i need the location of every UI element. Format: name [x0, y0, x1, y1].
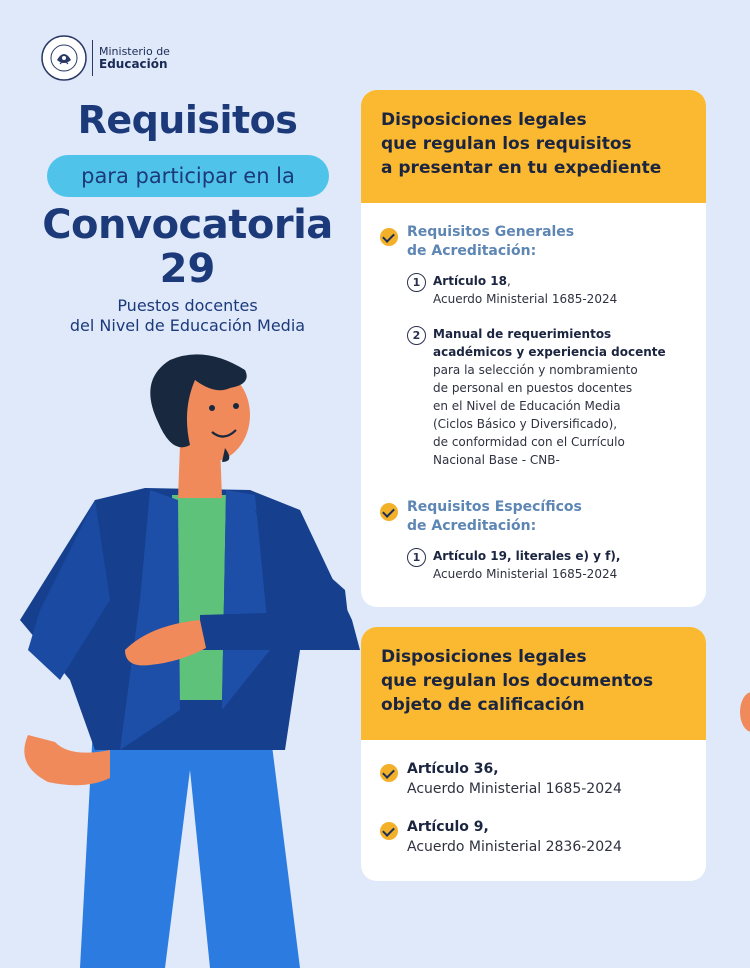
general-item-2-line7: de conformidad con el Currículo — [433, 435, 625, 449]
general-item-1-line2: Acuerdo Ministerial 1685-2024 — [433, 292, 618, 306]
check-icon — [380, 503, 398, 521]
general-title-line2: de Acreditación: — [407, 243, 537, 259]
card1-header-line2: que regulan los requisitos — [381, 134, 632, 154]
positions-subtitle — [0, 296, 375, 336]
grading-item-1 — [407, 759, 622, 799]
grading-item-1-bold: Artículo 36, — [407, 761, 499, 777]
logo-line2: Educación — [99, 57, 168, 71]
general-item-1-comma: , — [506, 274, 511, 288]
number-badge: 1 — [407, 548, 426, 567]
general-item-2-line3: para la selección y nombramiento — [433, 363, 638, 377]
decorative-shape — [740, 692, 750, 732]
grading-item-2-bold: Artículo 9, — [407, 819, 489, 835]
subtitle-pill: para participar en la — [47, 155, 329, 197]
check-icon — [380, 764, 398, 782]
logo-line1: Ministerio de — [99, 45, 170, 58]
shirt — [172, 495, 226, 700]
positions-line2: del Nivel de Educación Media — [69, 316, 306, 335]
requirements-card — [361, 90, 706, 607]
card2-header-line1: Disposiciones legales — [381, 647, 587, 667]
convocatoria-heading: Convocatoria — [42, 202, 333, 248]
grading-item-2-line2: Acuerdo Ministerial 2836-2024 — [407, 839, 622, 855]
general-item-2-line6: (Ciclos Básico y Diversificado), — [433, 417, 618, 431]
page-title: Requisitos — [77, 98, 298, 142]
logo-divider — [92, 40, 93, 76]
eye-right — [233, 403, 239, 409]
general-item-1 — [433, 272, 617, 308]
grading-item-2 — [407, 817, 622, 857]
logo-text — [99, 46, 170, 70]
number-badge: 1 — [407, 273, 426, 292]
card1-header-line3: a presentar en tu expediente — [381, 158, 662, 178]
general-item-2-line4: de personal en puestos docentes — [433, 381, 633, 395]
general-item-2 — [433, 325, 666, 469]
eye-left — [209, 405, 215, 411]
card2-header-line3: objeto de calificación — [381, 695, 585, 715]
grading-item-1-line2: Acuerdo Ministerial 1685-2024 — [407, 781, 622, 797]
specific-item-1-bold: Artículo 19, literales e) y f), — [433, 549, 621, 563]
specific-title-line1: Requisitos Específicos — [407, 499, 582, 515]
general-item-2-bold2: académicos y experiencia docente — [433, 345, 666, 359]
card2-header-line2: que regulan los documentos — [381, 671, 654, 691]
guatemala-seal-icon — [40, 34, 88, 82]
number-badge: 2 — [407, 326, 426, 345]
card1-header-line1: Disposiciones legales — [381, 110, 587, 130]
grading-documents-card — [361, 627, 706, 881]
general-item-2-line5: en el Nivel de Educación Media — [433, 399, 621, 413]
teacher-illustration — [0, 350, 380, 968]
specific-item-1 — [433, 547, 620, 583]
specific-title-line2: de Acreditación: — [407, 518, 537, 534]
positions-line1: Puestos docentes — [117, 296, 258, 315]
specific-item-1-line2: Acuerdo Ministerial 1685-2024 — [433, 567, 618, 581]
requirements-card-header — [361, 90, 706, 203]
general-item-2-bold1: Manual de requerimientos — [433, 327, 612, 341]
general-item-2-line8: Nacional Base - CNB- — [433, 453, 560, 467]
check-icon — [380, 228, 398, 246]
specific-requirements-title — [407, 498, 582, 536]
grading-card-header — [361, 627, 706, 740]
convocatoria-number: 29 — [159, 246, 216, 292]
general-requirements-title — [407, 223, 574, 261]
check-icon — [380, 822, 398, 840]
general-item-1-bold: Artículo 18 — [433, 274, 507, 288]
ministry-logo — [40, 34, 170, 82]
general-title-line1: Requisitos Generales — [407, 224, 575, 240]
